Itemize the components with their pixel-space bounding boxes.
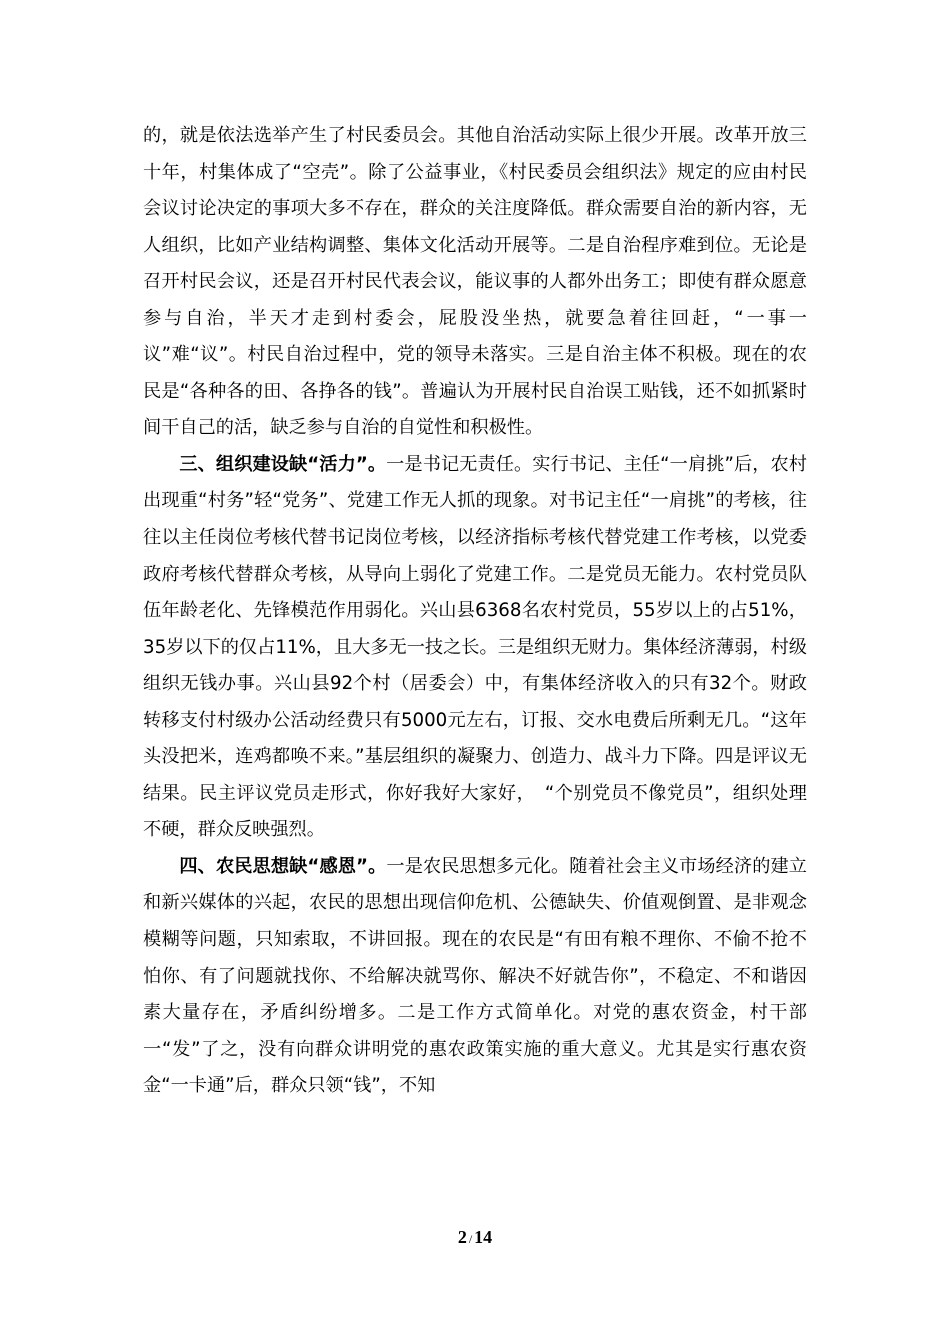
- page-total: 14: [474, 1227, 493, 1247]
- page-number: [0, 1227, 950, 1248]
- paragraph-text: 的，就是依法选举产生了村民委员会。其他自治活动实际上很少开展。改革开放三十年，村集体成了“空壳”。除了公益事业，《村民委员会组织法》规定的应由村民会议讨论决定的事项大多不存在，群众的关注度降低。群众需要自治的新内容，无人组织，比如产业结构调整、集体文化活动开展等。二是自治程序难到位。无论是召开村民会议，还是召开村民代表会议，能议事的人都外出务工；即使有群众愿意参与自治，半天才走到村委会，屁股没坐热，就要急着往回赶，“一事一议”难“议”。村民自治过程中，党的领导未落实。三是自治主体不积极。现在的农民是“各种各的田、各挣各的钱”。普遍认为开展村民自治误工贴钱，还不如抓紧时间干自己的活，缺乏参与自治的自觉性和积极性。: [143, 125, 807, 439]
- paragraph-section-4: [143, 849, 807, 1105]
- section-heading: 四、农民思想缺“感恩”。: [179, 855, 387, 877]
- paragraph-text: 一是书记无责任。实行书记、主任“一肩挑”后，农村出现重“村务”轻“党务”、党建工作无人抓的现象。对书记主任“一肩挑”的考核，往往以主任岗位考核代替书记岗位考核，以经济指标考核代替党建工作考核，以党委政府考核代替群众考核，从导向上弱化了党建工作。二是党员无能力。农村党员队伍年龄老化、先锋模范作用弱化。兴山县6368名农村党员，55岁以上的占51%，35岁以下的仅占11%，且大多无一技之长。三是组织无财力。集体经济薄弱，村级组织无钱办事。兴山县92个村（居委会）中，有集体经济收入的只有32个。财政转移支付村级办公活动经费只有5000元左右，订报、交水电费后所剩无几。“这年头没把米，连鸡都唤不来。”基层组织的凝聚力、创造力、战斗力下降。四是评议无结果。民主评议党员走形式，你好我好大家好， “个别党员不像党员”，组织处理不硬，群众反映强烈。: [143, 453, 807, 841]
- paragraph-section-3: [143, 447, 807, 849]
- page-current: 2: [457, 1227, 467, 1247]
- page-separator: /: [468, 1232, 473, 1246]
- paragraph-text: 一是农民思想多元化。随着社会主义市场经济的建立和新兴媒体的兴起，农民的思想出现信仰危机、公德缺失、价值观倒置、是非观念模糊等问题，只知索取，不讲回报。现在的农民是“有田有粮不理你、不偷不抢不怕你、有了问题就找你、不给解决就骂你、解决不好就告你”，不稳定、不和谐因素大量存在，矛盾纠纷增多。二是工作方式简单化。对党的惠农资金，村干部一“发”了之，没有向群众讲明党的惠农政策实施的重大意义。尤其是实行惠农资金“一卡通”后，群众只领“钱”，不知: [143, 855, 807, 1097]
- paragraph-continuation: [143, 118, 807, 447]
- section-heading: 三、组织建设缺“活力”。: [179, 453, 387, 475]
- body-text: [143, 118, 807, 1105]
